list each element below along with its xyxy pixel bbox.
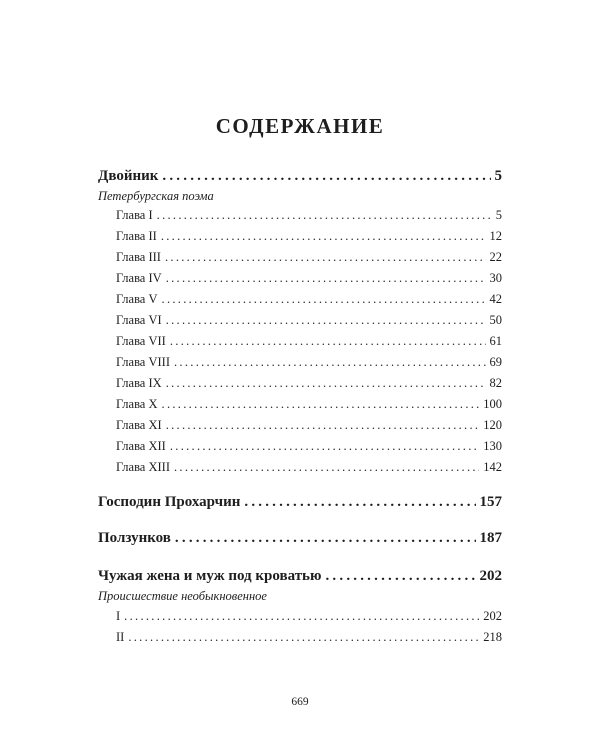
toc-entry-title: Господин Прохарчин [98, 494, 241, 510]
toc-subentry-label: Глава V [116, 292, 158, 306]
dot-leader [161, 229, 486, 244]
toc-entry-page: 202 [479, 568, 502, 584]
toc-subentry[interactable] [98, 250, 502, 265]
toc-subentry[interactable] [98, 271, 502, 286]
toc-subentry-page: 120 [483, 418, 502, 432]
toc-subentry-label: I [116, 609, 121, 623]
dot-leader [244, 494, 475, 511]
dot-leader [162, 397, 480, 412]
dot-leader [162, 168, 490, 185]
toc-subentry-page: 69 [489, 355, 502, 369]
dot-leader [165, 250, 486, 265]
toc-entry-page: 187 [479, 530, 502, 546]
dot-leader [166, 376, 486, 391]
toc-subentry-page: 50 [489, 313, 502, 327]
dot-leader [170, 334, 486, 349]
toc-entry-prokharchin[interactable] [98, 494, 502, 511]
toc-entry-dvoynik[interactable] [98, 168, 502, 185]
dot-leader [157, 208, 492, 223]
toc-subentry-label: Глава XIII [116, 460, 170, 474]
dot-leader [325, 568, 475, 585]
dot-leader [166, 313, 486, 328]
toc-subentry-label: Глава VIII [116, 355, 170, 369]
toc-entry-title: Чужая жена и муж под кроватью [98, 568, 322, 584]
toc-subentry-page: 5 [495, 208, 502, 222]
toc-subentry[interactable] [98, 609, 502, 624]
toc-subentry[interactable] [98, 397, 502, 412]
toc-subentry-label: Глава X [116, 397, 158, 411]
toc-subentry-label: Глава VI [116, 313, 162, 327]
toc-subentry-label: Глава III [116, 250, 161, 264]
toc-subentry-label: Глава II [116, 229, 157, 243]
toc-subentry[interactable] [98, 376, 502, 391]
toc-subentry[interactable] [98, 418, 502, 433]
toc-subentry-label: Глава XII [116, 439, 166, 453]
toc-subentry-page: 142 [483, 460, 502, 474]
toc-subentry[interactable] [98, 439, 502, 454]
toc-subentry[interactable] [98, 355, 502, 370]
toc-subentry[interactable] [98, 630, 502, 645]
dot-leader [166, 418, 480, 433]
toc-subentry[interactable] [98, 292, 502, 307]
toc-subentry[interactable] [98, 229, 502, 244]
toc-subentry-page: 82 [489, 376, 502, 390]
toc-entry-polzunkov[interactable] [98, 530, 502, 547]
toc-subentry-page: 100 [483, 397, 502, 411]
toc-subentry-page: 22 [489, 250, 502, 264]
toc-subentry-label: Глава I [116, 208, 153, 222]
toc-entry-chuzhaya-zhena[interactable] [98, 568, 502, 585]
toc-subentry-label: II [116, 630, 125, 644]
dot-leader [162, 292, 486, 307]
toc-subentry-page: 30 [489, 271, 502, 285]
toc-subentry-page: 218 [483, 630, 502, 644]
dot-leader [128, 630, 479, 645]
toc-subentry[interactable] [98, 334, 502, 349]
dot-leader [174, 460, 479, 475]
toc-subentry-page: 130 [483, 439, 502, 453]
page-title: СОДЕРЖАНИЕ [215, 114, 385, 138]
toc-subentry-page: 12 [489, 229, 502, 243]
dot-leader [124, 609, 479, 624]
toc-subentry[interactable] [98, 313, 502, 328]
toc-entry-page: 5 [494, 168, 502, 184]
page-number: 669 [291, 696, 309, 708]
toc-subentry-label: Глава IV [116, 271, 162, 285]
dot-leader [170, 439, 479, 454]
toc-subentry[interactable] [98, 460, 502, 475]
toc-subentry-label: Глава IX [116, 376, 162, 390]
toc-entry-page: 157 [479, 494, 502, 510]
toc-entry-title: Ползунков [98, 530, 171, 546]
toc-subentry[interactable] [98, 208, 502, 223]
toc-subtitle: Происшествие необыкновенное [98, 589, 267, 603]
toc-subentry-page: 61 [489, 334, 502, 348]
toc-subentry-page: 42 [489, 292, 502, 306]
dot-leader [175, 530, 476, 547]
toc-subentry-label: Глава XI [116, 418, 162, 432]
toc-subentry-label: Глава VII [116, 334, 166, 348]
dot-leader [174, 355, 486, 370]
dot-leader [166, 271, 486, 286]
toc-entry-title: Двойник [98, 168, 159, 184]
toc-subentry-page: 202 [483, 609, 502, 623]
toc-subtitle: Петербургская поэма [98, 189, 214, 203]
